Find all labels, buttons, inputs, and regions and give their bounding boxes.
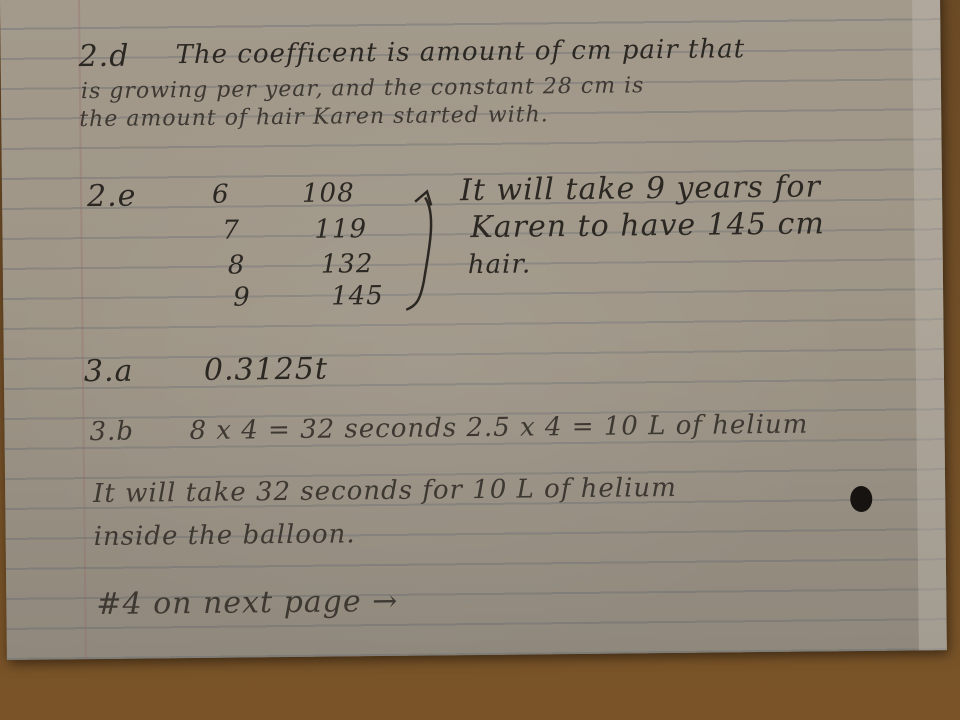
year-value: 9 — [232, 282, 251, 313]
length-value: 132 — [320, 249, 374, 280]
length-value: 145 — [330, 280, 384, 312]
q2d-line3: the amount of hair Karen started with. — [79, 102, 549, 133]
answer3-line2: inside the balloon. — [93, 519, 356, 553]
answer3-line1: It will take 32 seconds for 10 L of helium — [93, 472, 677, 510]
brace-arrow-icon — [397, 185, 448, 316]
q2d-line2: is growing per year, and the constant 28 cm is — [80, 73, 645, 105]
ink-smudge — [850, 486, 872, 512]
q2e-answer-line3: hair. — [467, 249, 532, 281]
year-value: 6 — [211, 179, 230, 210]
year-value: 8 — [227, 250, 246, 281]
q2d-label: 2.d — [78, 38, 130, 75]
q2e-answer-line2: Karen to have 145 cm — [470, 206, 825, 246]
q3a-answer: 0.3125t — [203, 351, 329, 388]
q3b-label: 3.b — [89, 416, 135, 448]
page-edge — [912, 0, 947, 650]
q3b-work: 8 x 4 = 32 seconds 2.5 x 4 = 10 L of helium — [189, 409, 809, 447]
q2e-label: 2.e — [86, 178, 137, 215]
length-value: 108 — [301, 178, 355, 209]
q3a-label: 3.a — [83, 353, 134, 390]
q2d-line1: The coefficent is amount of cm pair that — [175, 34, 746, 71]
length-value: 119 — [314, 214, 368, 245]
year-value: 7 — [222, 215, 241, 246]
q2e-answer-line1: It will take 9 years for — [459, 169, 822, 209]
next-page-note: #4 on next page → — [96, 583, 399, 623]
